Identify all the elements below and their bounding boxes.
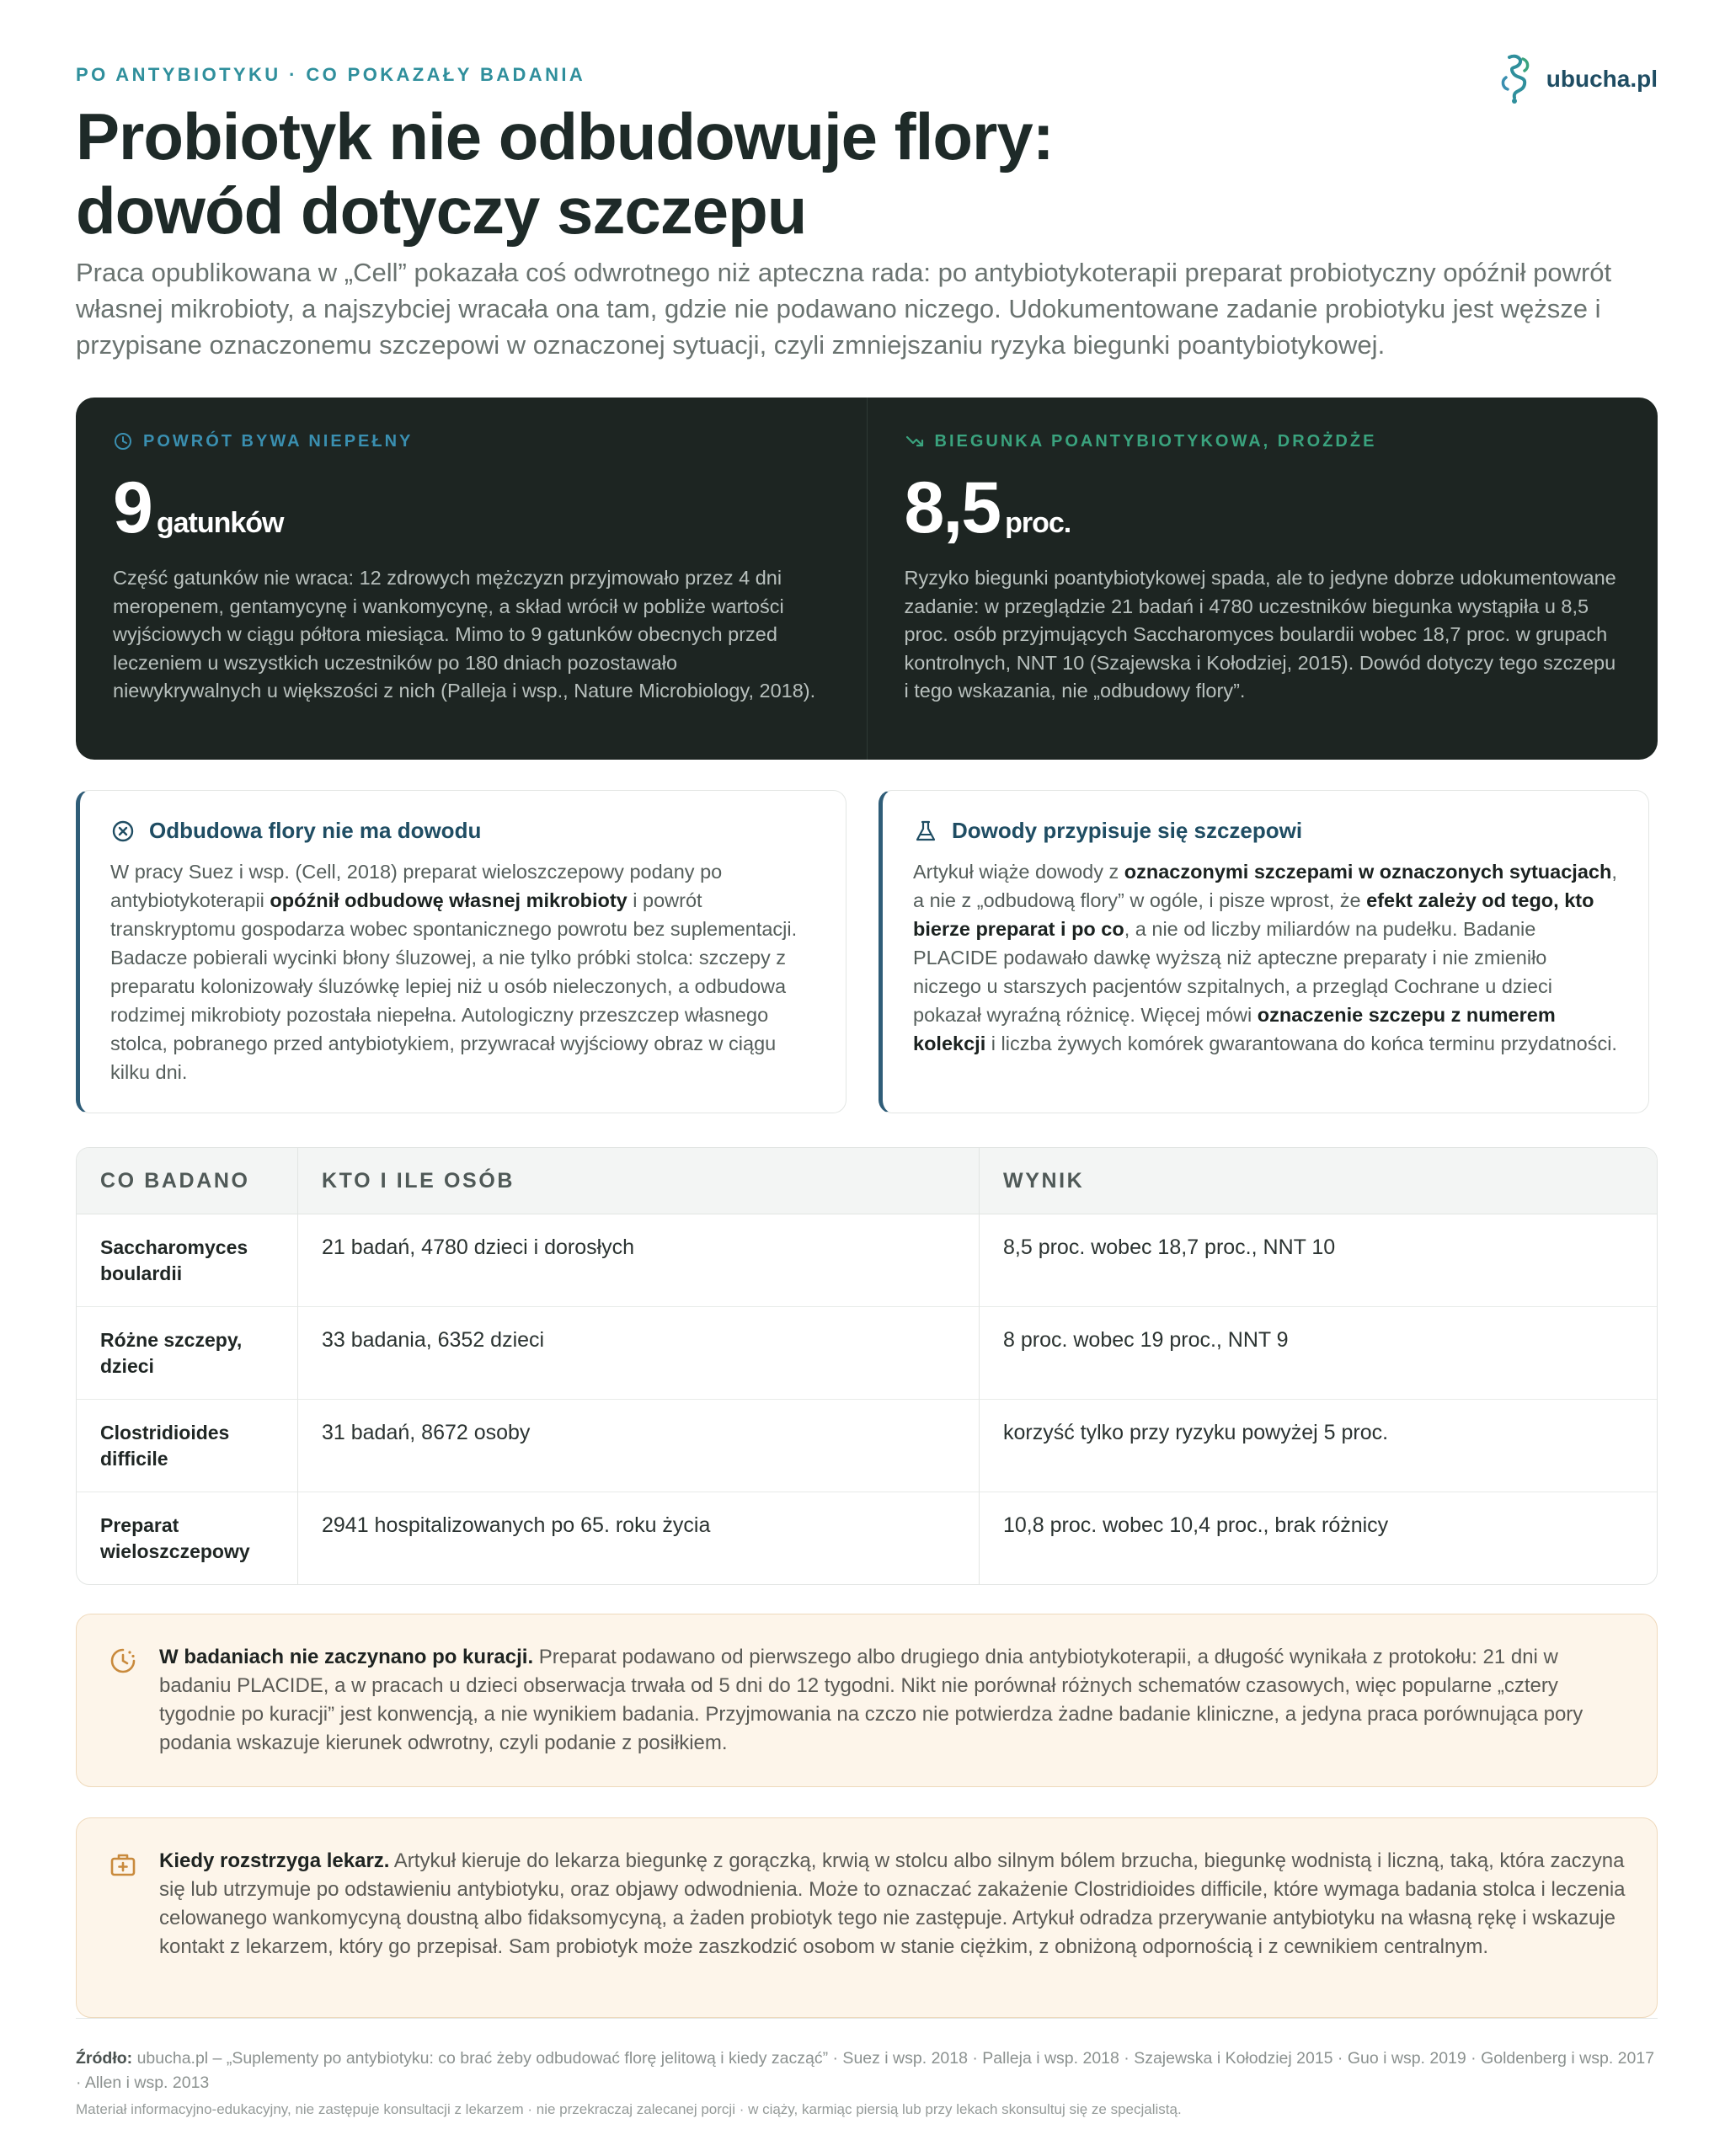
trending-down-icon bbox=[905, 431, 925, 451]
table-row bbox=[77, 1399, 1657, 1492]
note-doctor bbox=[76, 1817, 1658, 2018]
title-line-1: Probiotyk nie odbudowuje flory: bbox=[76, 99, 1054, 173]
card-body bbox=[913, 857, 1618, 1058]
card-title: Dowody przypisuje się szczepowi bbox=[952, 818, 1303, 843]
table-cell: Saccharomyces boulardii bbox=[100, 1236, 248, 1284]
note-text: Artykuł kieruje do lekarza biegunkę z gorączką, krwią w stolcu albo silnym bólem brzucha, biegunkę wodnistą i liczną, taką, która zaczyna się lub utrzymuje po odstawieniu antybiotyku, oraz objawy odwodnienia. Może to oznaczać zakażenie Clostridioides difficile, które wymaga badania stolca i leczenia celowanego wankomycyną doustną albo fidaksomycyną, a żaden probiotyk tego nie zastępuje. Artykuł odradza przerywanie antybiotyku na własną rękę i wskazuje kontakt z lekarzem, który go przepisał. Sam probiotyk może zaszkodzić osobom w stanie ciężkim, z obniżoną odpornością i z cewnikiem centralnym. bbox=[159, 1849, 1626, 1958]
table-cell: Clostridioides difficile bbox=[77, 1399, 297, 1492]
card-heading bbox=[110, 818, 815, 844]
card-title: Odbudowa flory nie ma dowodu bbox=[149, 818, 482, 843]
table-cell: 8 proc. wobec 19 proc., NNT 9 bbox=[979, 1306, 1657, 1399]
table-cell: korzyść tylko przy ryzyku powyżej 5 proc. bbox=[979, 1399, 1657, 1492]
table-cell: 21 badań, 4780 dzieci i dorosłych bbox=[297, 1214, 979, 1306]
source-label: Źródło: bbox=[76, 2049, 133, 2068]
stat-diarrhea bbox=[867, 398, 1658, 760]
table-cell: Preparat wieloszczepowy bbox=[77, 1492, 297, 1584]
card-text: , a nie z „odbudową flory” w ogóle, i pisze wprost, że bbox=[913, 861, 1617, 911]
stat-number: 9 bbox=[113, 467, 152, 548]
note-text: Preparat podawano od pierwszego albo drugiego dnia antybiotykoterapii, a długość wynikała z protokołu: 21 dni w badaniu PLACIDE, a w pracach u dzieci obserwacja trwała od 5 dni do 12 tygodni. Nikt nie porównał różnych schematów czasowych, więc popularne „cztery tygodnie po kuracji” jest konwencją, a nie wynikiem badania. Przyjmowania na czczo nie potwierdza żadne badanie kliniczne, a jedyna praca porównująca pory podania wskazuje kierunek odwrotny, czyli podanie z posiłkiem. bbox=[159, 1646, 1583, 1754]
column-header: CO BADANO bbox=[77, 1148, 297, 1214]
stat-description: Ryzyko biegunki poantybiotykowej spada, ale to jedyne dobrze udokumentowane zadanie: w przeglądzie 21 badań i 4780 uczestników biegunka wystąpiła u 8,5 proc. osób przyjmujących Saccharomyces boulardii wobec 18,7 proc. w grupach kontrolnych, NNT 10 (Szajewska i Kołodziej, 2015). Dowód dotyczy tego szczepu i tego wskazania, nie „odbudowy flory”. bbox=[904, 567, 1616, 702]
source-text: ubucha.pl – „Suplementy po antybiotyku: co brać żeby odbudować florę jelitową i kiedy zacząć” · Suez i wsp. 2018 · Palleja i wsp. 2018 · Szajewska i Kołodziej 2015 · Guo i wsp. 2019 · Goldenberg i wsp. 2017 · Allen i wsp. 2013 bbox=[76, 2049, 1655, 2092]
card-body bbox=[110, 857, 815, 1086]
note-lead: W badaniach nie zaczynano po kuracji. bbox=[159, 1646, 534, 1668]
clock-icon bbox=[113, 431, 133, 451]
medical-kit-icon bbox=[109, 1850, 137, 1879]
note-timing bbox=[76, 1614, 1658, 1787]
card-emphasis: opóźnił odbudowę własnej mikrobioty bbox=[270, 889, 628, 911]
column-header: KTO I ILE OSÓB bbox=[297, 1148, 979, 1214]
card-text: i powrót transkryptomu gospodarza wobec spontanicznego powrotu bez suplementacji. Badacze pobierali wycinki błony śluzowej, a nie tylko próbki stolca: szczepy z preparatu kolonizowały śluzówkę lepiej niż u osób nieleczonych, a odbudowa rodzimej mikrobioty pozostała niepełna. Autologiczny przeszczep własnego stolca, pobranego przed antybiotykiem, przywracał wyjściowy obraz w ciągu kilku dni. bbox=[110, 889, 798, 1083]
card-text: Artykuł wiąże dowody z bbox=[913, 861, 1124, 883]
stat-unit: gatunków bbox=[156, 507, 284, 539]
stat-label bbox=[113, 431, 830, 451]
table-row bbox=[77, 1214, 1657, 1306]
table-cell: 10,8 proc. wobec 10,4 proc., brak różnicy bbox=[979, 1492, 1657, 1584]
flask-icon bbox=[913, 819, 938, 844]
stat-label-text: POWRÓT BYWA NIEPEŁNY bbox=[143, 431, 414, 451]
brand[interactable] bbox=[1498, 52, 1658, 106]
card-heading bbox=[913, 818, 1618, 844]
brand-name: ubucha.pl bbox=[1546, 66, 1658, 92]
lead-paragraph: Praca opublikowana w „Cell” pokazała coś odwrotnego niż apteczna rada: po antybiotykoterapii preparat probiotyczny opóźnił powrót własnej mikrobioty, a najszybciej wracała ona tam, gdzie nie podawano niczego. Udokumentowane zadanie probiotyku jest węższe i przypisane oznaczonemu szczepowi w oznaczonej sytuacji, czyli zmniejszaniu ryzyka biegunki poantybiotykowej. bbox=[76, 258, 1612, 360]
title-line-2: dowód dotyczy szczepu bbox=[76, 173, 807, 248]
table-cell: 31 badań, 8672 osoby bbox=[297, 1399, 979, 1492]
table-cell: Różne szczepy, dzieci bbox=[77, 1306, 297, 1399]
table-header-row bbox=[77, 1148, 1657, 1214]
card-emphasis: efekt zależy od tego, kto bierze preparat i po co bbox=[913, 889, 1594, 940]
stat-value bbox=[113, 467, 830, 548]
clock-icon bbox=[109, 1646, 137, 1675]
table-cell: 8,5 proc. wobec 18,7 proc., NNT 10 bbox=[979, 1214, 1657, 1306]
card-text: i liczba żywych komórek gwarantowana do końca terminu przydatności. bbox=[985, 1033, 1617, 1054]
stat-description: Część gatunków nie wraca: 12 zdrowych mężczyzn przyjmowało przez 4 dni meropenem, gentamycynę i wankomycynę, a skład wrócił w pobliże wartości wyjściowych w ciągu półtora miesiąca. Mimo to 9 gatunków obecnych przed leczeniem u wszystkich uczestników po 180 dniach pozostawało niewykrywalnych u większości z nich (Palleja i wsp., Nature Microbiology, 2018). bbox=[113, 567, 816, 702]
studies-table bbox=[76, 1147, 1658, 1585]
column-header: WYNIK bbox=[979, 1148, 1657, 1214]
card-strain-evidence bbox=[879, 790, 1649, 1113]
stats-panel bbox=[76, 398, 1658, 760]
stat-unit: proc. bbox=[1005, 507, 1071, 539]
card-emphasis: oznaczonymi szczepami w oznaczonych sytuacjach bbox=[1124, 861, 1612, 883]
table-cell: 2941 hospitalizowanych po 65. roku życia bbox=[297, 1492, 979, 1584]
table-cell: 33 badania, 6352 dzieci bbox=[297, 1306, 979, 1399]
card-text: W pracy Suez i wsp. (Cell, 2018) preparat wieloszczepowy podany po antybiotykoterapii bbox=[110, 861, 723, 911]
stat-species bbox=[76, 398, 867, 760]
table-row bbox=[77, 1492, 1657, 1584]
footer-divider bbox=[76, 2018, 1658, 2019]
card-text: , a nie od liczby miliardów na pudełku. Badanie PLACIDE podawało dawkę wyższą niż apteczne preparaty i nie zmieniło niczego u starszych pacjentów szpitalnych, a przegląd Cochrane u dzieci pokazał wyraźną różnicę. Więcej mówi bbox=[913, 918, 1552, 1026]
brand-logo-icon bbox=[1498, 52, 1535, 106]
disclaimer: Materiał informacyjno-edukacyjny, nie zastępuje konsultacji z lekarzem · nie przekraczaj zalecanej porcji · w ciąży, karmiąc piersią lub przy lekach skonsultuj się ze specjalistą. bbox=[76, 2101, 1182, 2117]
card-no-evidence bbox=[76, 790, 846, 1113]
stat-number: 8,5 bbox=[904, 467, 1001, 548]
card-emphasis: oznaczenie szczepu z numerem kolekcji bbox=[913, 1004, 1556, 1054]
eyebrow: PO ANTYBIOTYKU · CO POKAZAŁY BADANIA bbox=[76, 64, 586, 85]
note-lead: Kiedy rozstrzyga lekarz. bbox=[159, 1849, 390, 1872]
x-circle-icon bbox=[110, 819, 136, 844]
page-title bbox=[76, 99, 1054, 248]
source-line bbox=[76, 2047, 1658, 2095]
stat-label-text: BIEGUNKA POANTYBIOTYKOWA, DROŻDŻE bbox=[934, 431, 1377, 451]
info-cards bbox=[76, 790, 1658, 1113]
table-row bbox=[77, 1306, 1657, 1399]
stat-value bbox=[904, 467, 1621, 548]
stat-label bbox=[905, 431, 1621, 451]
